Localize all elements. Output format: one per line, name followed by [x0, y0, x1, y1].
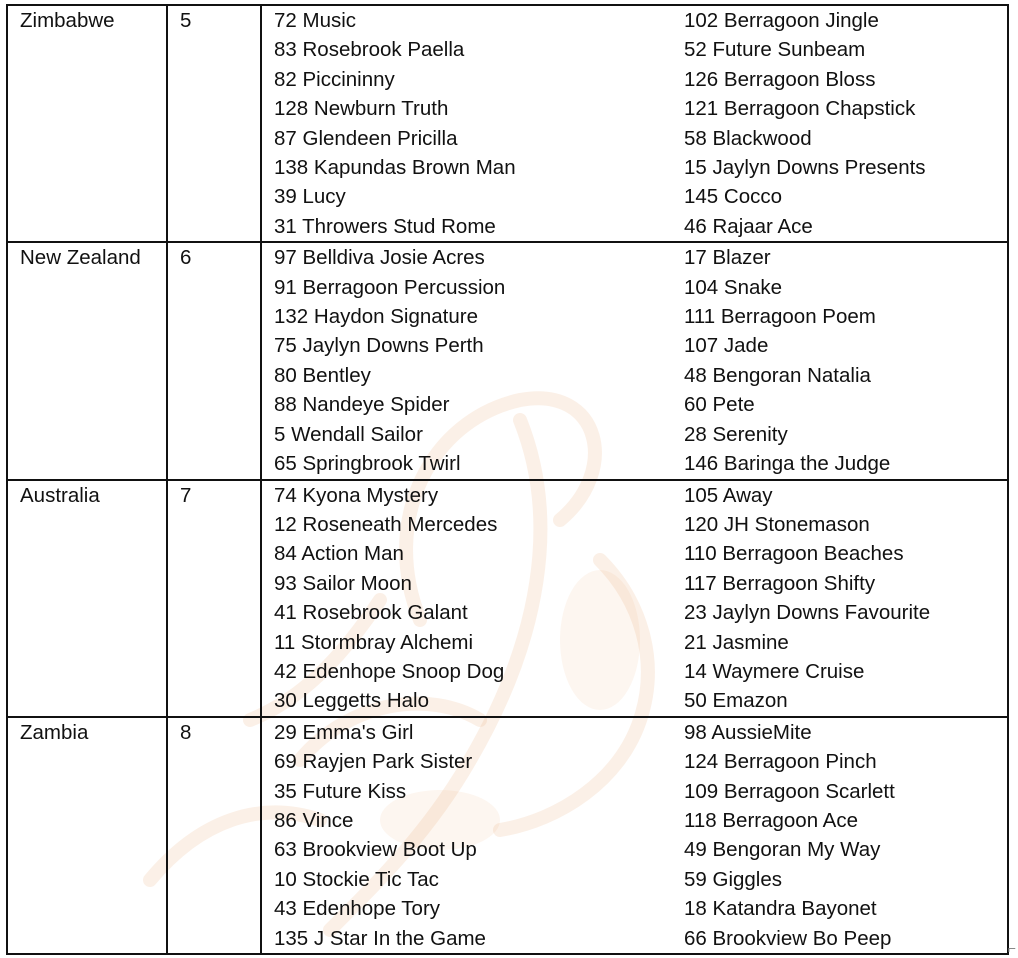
entry-left: 10 Stockie Tic Tac	[274, 867, 439, 891]
entry-left: 138 Kapundas Brown Man	[274, 156, 516, 180]
table-row	[7, 480, 1008, 717]
entries-grid	[274, 243, 1007, 478]
entry-right: 98 AussieMite	[684, 720, 812, 744]
entry-left: 128 Newburn Truth	[274, 97, 449, 121]
entries-cell	[261, 480, 1008, 717]
entry-left: 30 Leggetts Halo	[274, 689, 430, 713]
entry-right: 102 Berragoon Jingle	[684, 9, 879, 32]
entry-right: 48 Bengoran Natalia	[684, 363, 871, 387]
entries-cell	[261, 5, 1008, 242]
entry-left: 39 Lucy	[274, 185, 346, 209]
country-cell: New Zealand	[7, 242, 167, 479]
entry-left: 86 Vince	[274, 808, 354, 832]
entries-grid	[274, 718, 1007, 953]
table-row	[7, 242, 1008, 479]
entry-left: 87 Glendeen Pricilla	[274, 126, 458, 150]
entry-right: 52 Future Sunbeam	[684, 38, 866, 62]
entry-right: 145 Cocco	[684, 185, 783, 209]
entry-left: 75 Jaylyn Downs Perth	[274, 334, 484, 358]
teams-table	[6, 0, 1009, 955]
entry-right: 111 Berragoon Poem	[684, 305, 876, 329]
entry-left: 82 Piccininny	[274, 67, 395, 91]
entry-left: 42 Edenhope Snoop Dog	[274, 659, 505, 683]
entry-left: 132 Haydon Signature	[274, 305, 479, 329]
entry-right: 50 Emazon	[684, 689, 788, 713]
entry-left: 74 Kyona Mystery	[274, 483, 439, 507]
table-row	[7, 5, 1008, 242]
entry-right: 23 Jaylyn Downs Favourite	[684, 601, 931, 625]
entry-left: 12 Roseneath Mercedes	[274, 512, 498, 536]
entry-left: 97 Belldiva Josie Acres	[274, 246, 485, 270]
page-corner-mark-icon: ⌐	[1007, 940, 1016, 956]
entry-left: 29 Emma's Girl	[274, 720, 414, 744]
entry-right: 21 Jasmine	[684, 630, 789, 654]
entry-right: 15 Jaylyn Downs Presents	[684, 156, 926, 180]
entry-left: 41 Rosebrook Galant	[274, 601, 468, 625]
entry-left: 11 Stormbray Alchemi	[274, 630, 474, 654]
entry-right: 121 Berragoon Chapstick	[684, 97, 916, 121]
entry-left: 93 Sailor Moon	[274, 571, 412, 595]
entry-right: 66 Brookview Bo Peep	[684, 926, 892, 950]
entry-right: 124 Berragoon Pinch	[684, 750, 877, 774]
entries-grid	[274, 481, 1007, 716]
entry-right: 14 Waymere Cruise	[684, 659, 865, 683]
country-cell: Australia	[7, 480, 167, 717]
entry-left: 80 Bentley	[274, 363, 371, 387]
entries-cell	[261, 717, 1008, 954]
entry-right: 60 Pete	[684, 393, 755, 417]
entry-right: 117 Berragoon Shifty	[684, 571, 876, 595]
entry-right: 110 Berragoon Beaches	[684, 542, 904, 566]
entry-right: 107 Jade	[684, 334, 769, 358]
entry-right: 105 Away	[684, 483, 773, 507]
entry-left: 69 Rayjen Park Sister	[274, 750, 473, 774]
entries-grid	[274, 6, 1007, 241]
entry-right: 17 Blazer	[684, 246, 771, 270]
entry-left: 72 Music	[274, 9, 357, 32]
group-number-cell: 6	[167, 242, 261, 479]
entry-right: 49 Bengoran My Way	[684, 838, 881, 862]
entry-right: 104 Snake	[684, 275, 783, 299]
entry-right: 109 Berragoon Scarlett	[684, 779, 895, 803]
entry-right: 18 Katandra Bayonet	[684, 897, 877, 921]
country-cell: Zimbabwe	[7, 5, 167, 242]
entry-right: 120 JH Stonemason	[684, 512, 870, 536]
country-cell: Zambia	[7, 717, 167, 954]
table-row	[7, 717, 1008, 954]
group-number-cell: 8	[167, 717, 261, 954]
entry-left: 88 Nandeye Spider	[274, 393, 450, 417]
entry-left: 83 Rosebrook Paella	[274, 38, 465, 62]
group-number-cell: 7	[167, 480, 261, 717]
entry-right: 59 Giggles	[684, 867, 783, 891]
entry-left: 91 Berragoon Percussion	[274, 275, 506, 299]
entries-cell	[261, 242, 1008, 479]
entry-right: 46 Rajaar Ace	[684, 214, 813, 238]
entry-right: 126 Berragoon Bloss	[684, 67, 876, 91]
entry-left: 35 Future Kiss	[274, 779, 407, 803]
entry-left: 31 Throwers Stud Rome	[274, 214, 496, 238]
entry-left: 63 Brookview Boot Up	[274, 838, 477, 862]
entry-right: 28 Serenity	[684, 422, 788, 446]
entry-left: 84 Action Man	[274, 542, 404, 566]
group-number-cell: 5	[167, 5, 261, 242]
entry-left: 5 Wendall Sailor	[274, 422, 423, 446]
entry-left: 43 Edenhope Tory	[274, 897, 441, 921]
entry-right: 146 Baringa the Judge	[684, 452, 891, 476]
entry-left: 135 J Star In the Game	[274, 926, 486, 950]
entry-right: 58 Blackwood	[684, 126, 812, 150]
entry-left: 65 Springbrook Twirl	[274, 452, 461, 476]
table-body	[7, 5, 1008, 954]
entry-right: 118 Berragoon Ace	[684, 808, 858, 832]
